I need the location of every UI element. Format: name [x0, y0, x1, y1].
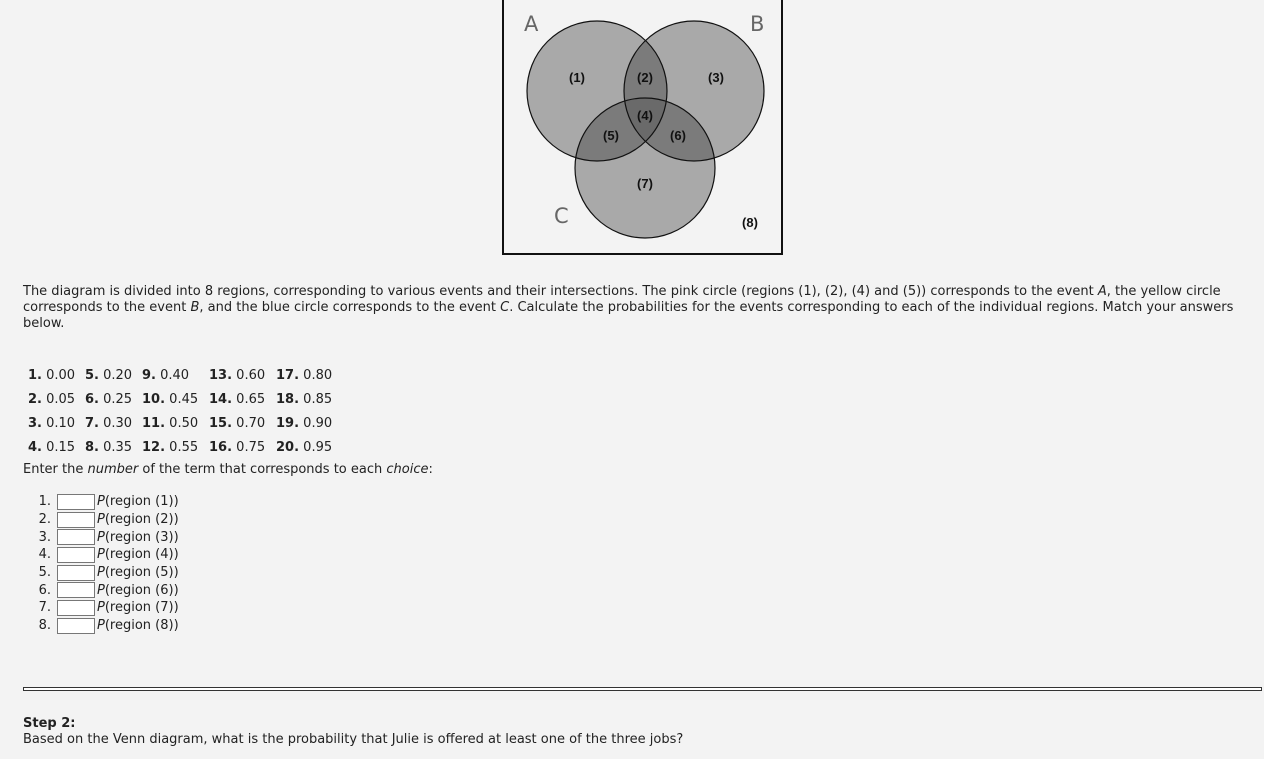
set-label-b: B: [750, 12, 765, 36]
option-item: [276, 392, 332, 408]
option-item: [209, 368, 276, 384]
answer-label: [95, 583, 179, 598]
instruction-emphasis-number: number: [87, 462, 139, 477]
option-value: 0.60: [236, 368, 266, 383]
option-number: 6.: [85, 392, 99, 407]
options-row: [28, 368, 332, 392]
option-value: 0.15: [46, 440, 76, 455]
option-item: [142, 392, 209, 408]
answer-label: [95, 512, 179, 527]
answer-input-region-4[interactable]: [57, 547, 95, 563]
answer-label: [95, 494, 179, 509]
option-value: 0.20: [103, 368, 133, 383]
option-value: 0.10: [46, 416, 76, 431]
option-item: [85, 368, 142, 384]
region-label-2: (2): [637, 70, 653, 85]
section-divider: [23, 687, 1262, 691]
answer-index: 3.: [38, 529, 51, 545]
option-value: 0.90: [303, 416, 333, 431]
option-value: 0.80: [303, 368, 333, 383]
option-value: 0.95: [303, 440, 333, 455]
event-a-label: A: [1097, 284, 1107, 299]
probability-symbol: P: [97, 565, 105, 581]
event-c-label: C: [500, 300, 510, 315]
venn-diagram-frame: [502, 0, 783, 255]
answer-input-region-7[interactable]: [57, 600, 95, 616]
probability-symbol: P: [97, 512, 105, 528]
option-number: 16.: [209, 440, 233, 455]
option-number: 12.: [142, 440, 166, 455]
answer-label: [95, 530, 179, 545]
answer-index: 5.: [38, 565, 51, 581]
option-number: 7.: [85, 416, 99, 431]
probability-symbol: P: [97, 547, 105, 563]
answer-label-text: (region (6)): [104, 582, 179, 598]
probability-symbol: P: [97, 494, 105, 510]
answer-index: 2.: [38, 512, 51, 528]
option-number: 9.: [142, 368, 156, 383]
event-b-label: B: [190, 300, 200, 315]
answer-label-text: (region (3)): [104, 529, 179, 545]
answer-row-3: [23, 528, 179, 546]
answer-list: [23, 493, 179, 635]
option-item: [209, 440, 276, 456]
answer-row-8: [23, 617, 179, 635]
answer-input-region-2[interactable]: [57, 512, 95, 528]
step-2-title: Step 2:: [23, 716, 76, 731]
region-label-8: (8): [742, 215, 758, 230]
answer-label: [95, 565, 179, 580]
option-value: 0.55: [169, 440, 199, 455]
answer-index: 1.: [38, 494, 51, 510]
option-number: 18.: [276, 392, 300, 407]
answer-row-2: [23, 511, 179, 529]
description-text-3: , and the blue circle corresponds to the event: [199, 300, 501, 315]
answer-input-region-8[interactable]: [57, 618, 95, 634]
answer-label-text: (region (4)): [104, 547, 179, 563]
region-label-5: (5): [603, 128, 619, 143]
answer-index: 6.: [38, 582, 51, 598]
option-item: [85, 416, 142, 432]
option-item: [209, 416, 276, 432]
region-label-4: (4): [637, 108, 653, 123]
instruction-part-2: of the term that corresponds to each: [138, 462, 387, 477]
problem-description: [23, 284, 1255, 332]
set-label-c: C: [554, 204, 569, 228]
answer-label: [95, 600, 179, 615]
option-number: 14.: [209, 392, 233, 407]
option-number: 17.: [276, 368, 300, 383]
step-2-question: Based on the Venn diagram, what is the probability that Julie is offered at least one of the three jobs?: [23, 732, 684, 747]
option-item: [142, 416, 209, 432]
option-value: 0.35: [103, 440, 133, 455]
answer-options-table: [28, 368, 332, 464]
option-number: 8.: [85, 440, 99, 455]
option-number: 1.: [28, 368, 42, 383]
answer-row-4: [23, 546, 179, 564]
description-text-1: The diagram is divided into 8 regions, corresponding to various events and their intersections. The pink circle (regions (1), (2), (4) and (5)) corresponds to the event: [23, 284, 1098, 299]
option-number: 11.: [142, 416, 166, 431]
option-item: [142, 440, 209, 456]
description-text-2: , the yellow circle corresponds to the event: [23, 284, 1221, 315]
option-value: 0.70: [236, 416, 266, 431]
answer-input-region-5[interactable]: [57, 565, 95, 581]
option-number: 4.: [28, 440, 42, 455]
option-item: [28, 416, 85, 432]
option-item: [142, 368, 209, 384]
option-item: [85, 440, 142, 456]
probability-symbol: P: [97, 618, 105, 634]
probability-symbol: P: [97, 600, 105, 616]
option-value: 0.50: [169, 416, 199, 431]
option-number: 10.: [142, 392, 166, 407]
option-number: 19.: [276, 416, 300, 431]
venn-diagram: [504, 0, 781, 253]
option-item: [209, 392, 276, 408]
answer-row-5: [23, 564, 179, 582]
option-number: 5.: [85, 368, 99, 383]
instruction-emphasis-choice: choice: [386, 462, 429, 477]
options-row: [28, 440, 332, 464]
option-number: 15.: [209, 416, 233, 431]
option-number: 13.: [209, 368, 233, 383]
option-item: [85, 392, 142, 408]
instruction-part-1: Enter the: [23, 462, 88, 477]
options-row: [28, 392, 332, 416]
option-number: 3.: [28, 416, 42, 431]
answer-label: [95, 547, 179, 562]
option-item: [276, 416, 332, 432]
option-value: 0.45: [169, 392, 199, 407]
description-text-4: . Calculate the probabilities for the events corresponding to each of the individual regions. Match your answers below.: [23, 300, 1234, 331]
option-number: 20.: [276, 440, 300, 455]
option-value: 0.65: [236, 392, 266, 407]
option-value: 0.05: [46, 392, 76, 407]
answer-input-region-6[interactable]: [57, 582, 95, 598]
option-value: 0.85: [303, 392, 333, 407]
option-item: [28, 368, 85, 384]
answer-row-6: [23, 581, 179, 599]
probability-symbol: P: [97, 582, 105, 598]
answer-row-1: [23, 493, 179, 511]
set-label-a: A: [524, 12, 539, 36]
probability-symbol: P: [97, 529, 105, 545]
region-label-6: (6): [670, 128, 686, 143]
answer-label-text: (region (1)): [104, 494, 179, 510]
option-value: 0.75: [236, 440, 266, 455]
answer-label-text: (region (2)): [104, 512, 179, 528]
answer-row-7: [23, 599, 179, 617]
answer-input-region-3[interactable]: [57, 529, 95, 545]
option-value: 0.25: [103, 392, 133, 407]
option-value: 0.00: [46, 368, 76, 383]
answer-label-text: (region (5)): [104, 565, 179, 581]
answer-label: [95, 618, 179, 633]
option-item: [276, 368, 332, 384]
region-label-3: (3): [708, 70, 724, 85]
option-item: [276, 440, 332, 456]
instruction-text: [23, 462, 433, 478]
region-label-7: (7): [637, 176, 653, 191]
answer-label-text: (region (8)): [104, 618, 179, 634]
option-item: [28, 392, 85, 408]
option-value: 0.40: [160, 368, 190, 383]
answer-index: 8.: [38, 618, 51, 634]
answer-index: 7.: [38, 600, 51, 616]
region-label-1: (1): [569, 70, 585, 85]
answer-label-text: (region (7)): [104, 600, 179, 616]
option-value: 0.30: [103, 416, 133, 431]
answer-index: 4.: [38, 547, 51, 563]
instruction-part-3: :: [428, 462, 433, 477]
option-item: [28, 440, 85, 456]
option-number: 2.: [28, 392, 42, 407]
options-row: [28, 416, 332, 440]
answer-input-region-1[interactable]: [57, 494, 95, 510]
